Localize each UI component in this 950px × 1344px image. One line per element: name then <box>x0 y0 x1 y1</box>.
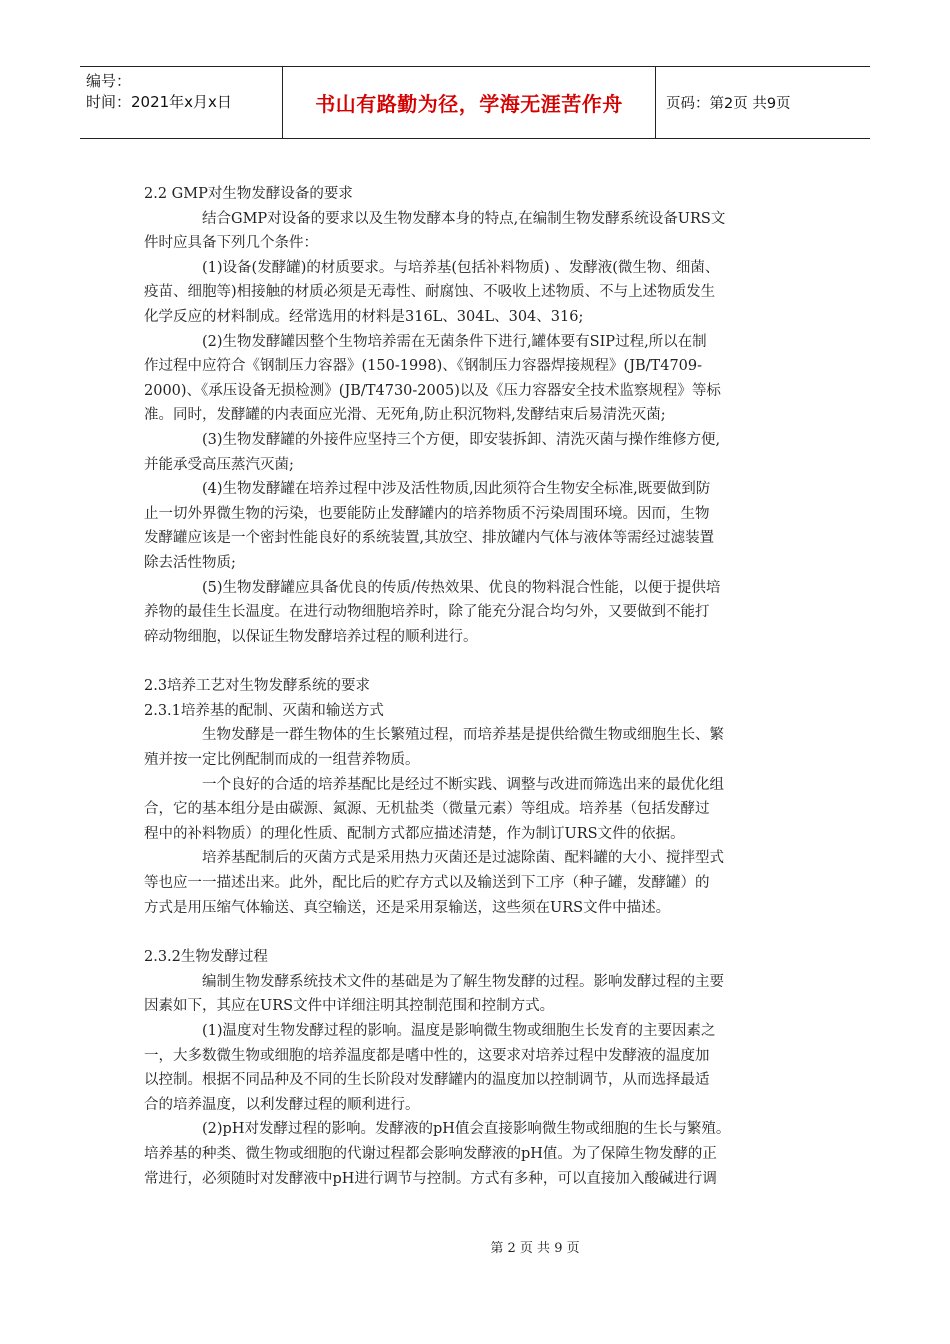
text-line: 碎动物细胞，以保证生物发酵培养过程的顺利进行。 <box>144 628 478 645</box>
text-line: 培养基的种类、微生物或细胞的代谢过程都会影响发酵液的pH值。为了保障生物发酵的正 <box>144 1145 717 1162</box>
text-line: (2)生物发酵罐因整个生物培养需在无菌条件下进行,罐体要有SIP过程,所以在制 <box>202 333 707 350</box>
text-line: 编制生物发酵系统技术文件的基础是为了解生物发酵的过程。影响发酵过程的主要 <box>202 973 724 990</box>
document-header <box>80 66 870 139</box>
header-meta-cell <box>80 67 283 138</box>
text-line: 程中的补料物质）的理化性质、配制方式都应描述清楚，作为制订URS文件的依据。 <box>144 825 685 842</box>
text-line: 养物的最佳生长温度。在进行动物细胞培养时，除了能充分混合均匀外，又要做到不能打 <box>144 604 710 621</box>
text-line: 以控制。根据不同品种及不同的生长阶段对发酵罐内的温度加以控制调节，从而选择最适 <box>144 1072 710 1089</box>
text-line: (2)pH对发酵过程的影响。发酵液的pH值会直接影响微生物或细胞的生长与繁殖。 <box>202 1121 731 1138</box>
text-line: 常进行，必须随时对发酵液中pH进行调节与控制。方式有多种，可以直接加入酸碱进行调 <box>144 1170 717 1187</box>
paragraph <box>144 945 806 970</box>
paragraph <box>144 182 806 207</box>
paragraph-gap <box>144 920 806 945</box>
text-line: 准。同时，发酵罐的内表面应光滑、无死角,防止积沉物料,发酵结束后易清洗灭菌; <box>144 407 666 424</box>
paragraph <box>144 699 806 724</box>
paragraph <box>144 723 806 772</box>
text-line: 培养基配制后的灭菌方式是采用热力灭菌还是过滤除菌、配料罐的大小、搅拌型式 <box>202 850 724 867</box>
paragraph <box>144 576 806 650</box>
paragraph <box>144 846 806 920</box>
text-line: (4)生物发酵罐在培养过程中涉及活性物质,因此须符合生物安全标准,既要做到防 <box>202 481 711 498</box>
paragraph <box>144 1019 806 1117</box>
paragraph <box>144 330 806 428</box>
text-line: 生物发酵是一群生物体的生长繁殖过程，而培养基是提供给微生物或细胞生长、繁 <box>202 727 724 744</box>
text-line: 疫苗、细胞等)相接触的材质必须是无毒性、耐腐蚀、不吸收上述物质、不与上述物质发生 <box>144 284 716 301</box>
text-line: 作过程中应符合《钢制压力容器》(150-1998)、《钢制压力容器焊接规程》(JB/T4709- <box>144 358 703 375</box>
text-line: 一，大多数微生物或细胞的培养温度都是嗜中性的，这要求对培养过程中发酵液的温度加 <box>144 1047 710 1064</box>
text-line: (1)设备(发酵罐)的材质要求。与培养基(包括补料物质) 、发酵液(微生物、细菌、 <box>202 259 720 276</box>
paragraph <box>144 1117 806 1191</box>
paragraph <box>144 256 806 330</box>
page-footer: 第 2 页 共 9 页 <box>490 1241 580 1256</box>
text-line: 一个良好的合适的培养基配比是经过不断实践、调整与改进而筛选出来的最优化组 <box>202 776 724 793</box>
document-body <box>144 182 806 1191</box>
text-line: 方式是用压缩气体输送、真空输送，还是采用泵输送，这些须在URS文件中描述。 <box>144 899 671 916</box>
text-line: 件时应具备下列几个条件： <box>144 235 318 252</box>
text-line: 因素如下，其应在URS文件中详细注明其控制范围和控制方式。 <box>144 998 555 1015</box>
text-line: (5)生物发酵罐应具备优良的传质/传热效果、优良的物料混合性能，以便于提供培 <box>202 579 721 596</box>
paragraph <box>144 773 806 847</box>
text-line: 2.3培养工艺对生物发酵系统的要求 <box>144 678 371 695</box>
paragraph <box>144 674 806 699</box>
text-line: 合，它的基本组分是由碳源、氮源、无机盐类（微量元素）等组成。培养基（包括发酵过 <box>144 801 710 818</box>
text-line: 2.2 GMP对生物发酵设备的要求 <box>144 186 353 202</box>
paragraph <box>144 477 806 575</box>
text-line: 除去活性物质; <box>144 554 236 571</box>
text-line: 2000)、《承压设备无损检测》(JB/T4730-2005)以及《压力容器安全技术监察规程》等标 <box>144 382 721 399</box>
paragraph <box>144 428 806 477</box>
text-line: 发酵罐应该是一个密封性能良好的系统装置,其放空、排放罐内气体与液体等需经过滤装置 <box>144 530 715 547</box>
text-line: (3)生物发酵罐的外接件应坚持三个方便，即安装拆卸、清洗灭菌与操作维修方便, <box>202 431 721 448</box>
paragraph-gap <box>144 649 806 674</box>
text-line: 并能承受高压蒸汽灭菌; <box>144 456 294 473</box>
header-motto: 书山有路勤为径，学海无涯苦作舟 <box>283 67 656 138</box>
code-label: 编号： <box>86 72 132 90</box>
text-line: 殖并按一定比例配制而成的一组营养物质。 <box>144 752 420 769</box>
text-line: 等也应一一描述出来。此外，配比后的贮存方式以及输送到下工序（种子罐，发酵罐）的 <box>144 875 710 892</box>
date-label: 时间：2021年x月x日 <box>86 93 232 111</box>
text-line: 化学反应的材料制成。经常选用的材料是316L、304L、304、316; <box>144 308 584 325</box>
text-line: 2.3.2生物发酵过程 <box>144 949 268 966</box>
header-page-info: 页码：第2页 共9页 <box>666 96 791 112</box>
text-line: 止一切外界微生物的污染，也要能防止发酵罐内的培养物质不污染周围环境。因而，生物 <box>144 505 710 522</box>
text-line: 2.3.1培养基的配制、灭菌和输送方式 <box>144 702 384 719</box>
text-line: 合的培养温度，以利发酵过程的顺利进行。 <box>144 1096 420 1113</box>
text-line: (1)温度对生物发酵过程的影响。温度是影响微生物或细胞生长发育的主要因素之 <box>202 1023 716 1039</box>
paragraph <box>144 970 806 1019</box>
text-line: 结合GMP对设备的要求以及生物发酵本身的特点,在编制生物发酵系统设备URS文 <box>202 210 726 227</box>
paragraph <box>144 207 806 256</box>
